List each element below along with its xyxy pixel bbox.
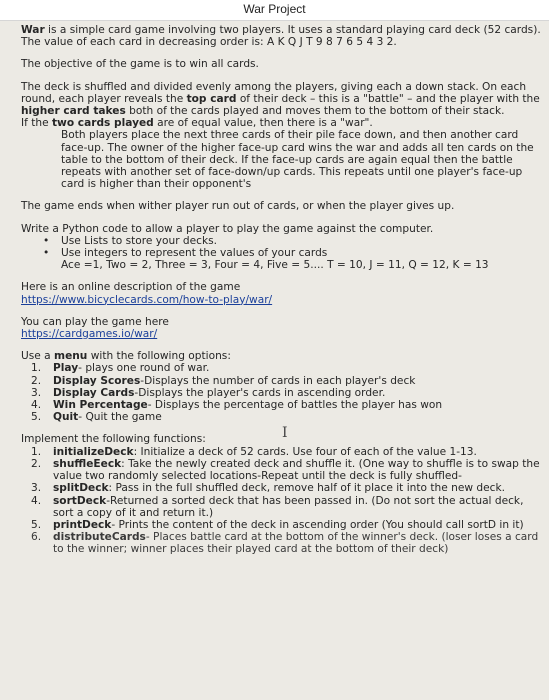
card-values-line: Ace =1, Two = 2, Three = 3, Four = 4, Five = 5.... T = 10, J = 11, Q = 12, K = 13 [61,259,489,272]
list-item: 1. initializeDeck: Initialize a deck of 52 cards. Use four of each of the value 1-13. [31,445,477,458]
menu-intro: Use a menu with the following options: [21,350,231,363]
description-label: Here is an online description of the game [21,281,241,294]
list-item: 4. Win Percentage- Displays the percentage of battles the player has won [31,399,443,412]
functions-intro: Implement the following functions: [21,433,206,446]
list-item: 2. Display Scores-Displays the number of cards in each player's deck [31,374,416,387]
menu-list [21,362,541,423]
list-item: 4. sortDeck-Returned a sorted deck that has been passed in. (Do not sort the actual deck, sort a copy of it and return it.) [31,494,524,519]
intro-paragraph: War is a simple card game involving two players. It uses a standard playing card deck (52 cards). The value of each card in decreasing order is: A K Q J T 9 8 7 6 5 4 3 2. [21,24,541,49]
tie-paragraph: If the two cards played are of equal value, then there is a "war". [21,117,373,130]
list-item: 5. Quit- Quit the game [31,411,162,424]
war-bold: War [21,24,45,36]
window-title: War Project [0,0,549,21]
text-cursor-icon: I [282,425,288,441]
list-item: 1. Play- plays one round of war. [31,362,210,375]
list-item: • Use integers to represent the values of your cards Ace =1, Two = 2, Three = 3, Four = 4, Five = 5.... T = 10, J = 11, Q = 12, K = 13 [43,247,489,272]
list-item: 3. Display Cards-Displays the player's cards in ascending order. [31,386,386,399]
cardgames-link[interactable]: https://cardgames.io/war/ [21,328,158,341]
play-label: You can play the game here [21,315,169,328]
rules-paragraph: The deck is shuffled and divided evenly among the players, giving each a down stack. On each round, each player reveals the top card of their deck – this is a "battle" – and the player with the higher card takes both of the cards played and moves them to the bottom of their stack. [21,80,540,118]
task-bullets [21,235,541,272]
list-item: 2. shuffleEeck: Take the newly created deck and shuffle it. (One way to shuffle is to swap the value two randomly selected locations-Repeat until the deck is fully shuffled- [31,457,540,483]
functions-list [21,446,541,556]
objective-paragraph: The objective of the game is to win all cards. [21,58,259,71]
task-intro: Write a Python code to allow a player to play the game against the computer. [21,222,434,235]
bicycle-cards-link[interactable]: https://www.bicyclecards.com/how-to-play/war/ [21,293,273,306]
list-item: 5. printDeck- Prints the content of the deck in ascending order (You should call sortD in it) [31,518,524,531]
list-item: • Use Lists to store your decks. [43,234,218,247]
war-rule-paragraph: Both players place the next three cards of their pile face down, and then another card face-up. The owner of the higher face-up card wins the war and adds all ten cards on the table to the bottom of their deck. If the face-up cards are again equal then the battle repeats with another set of face-down/up cards. This repeats until one player's face-up card is higher than their opponent's [61,129,534,191]
list-item: 6. distributeCards- Places battle card at the bottom of the winner's deck. (loser loses a card to the winner; winner places their played card at the bottom of their deck) [31,531,539,556]
list-item: 3. splitDeck: Pass in the full shuffled deck, remove half of it place it into the new deck. [31,482,505,495]
document-body [21,24,541,556]
game-end-paragraph: The game ends when wither player run out of cards, or when the player gives up. [21,200,455,213]
